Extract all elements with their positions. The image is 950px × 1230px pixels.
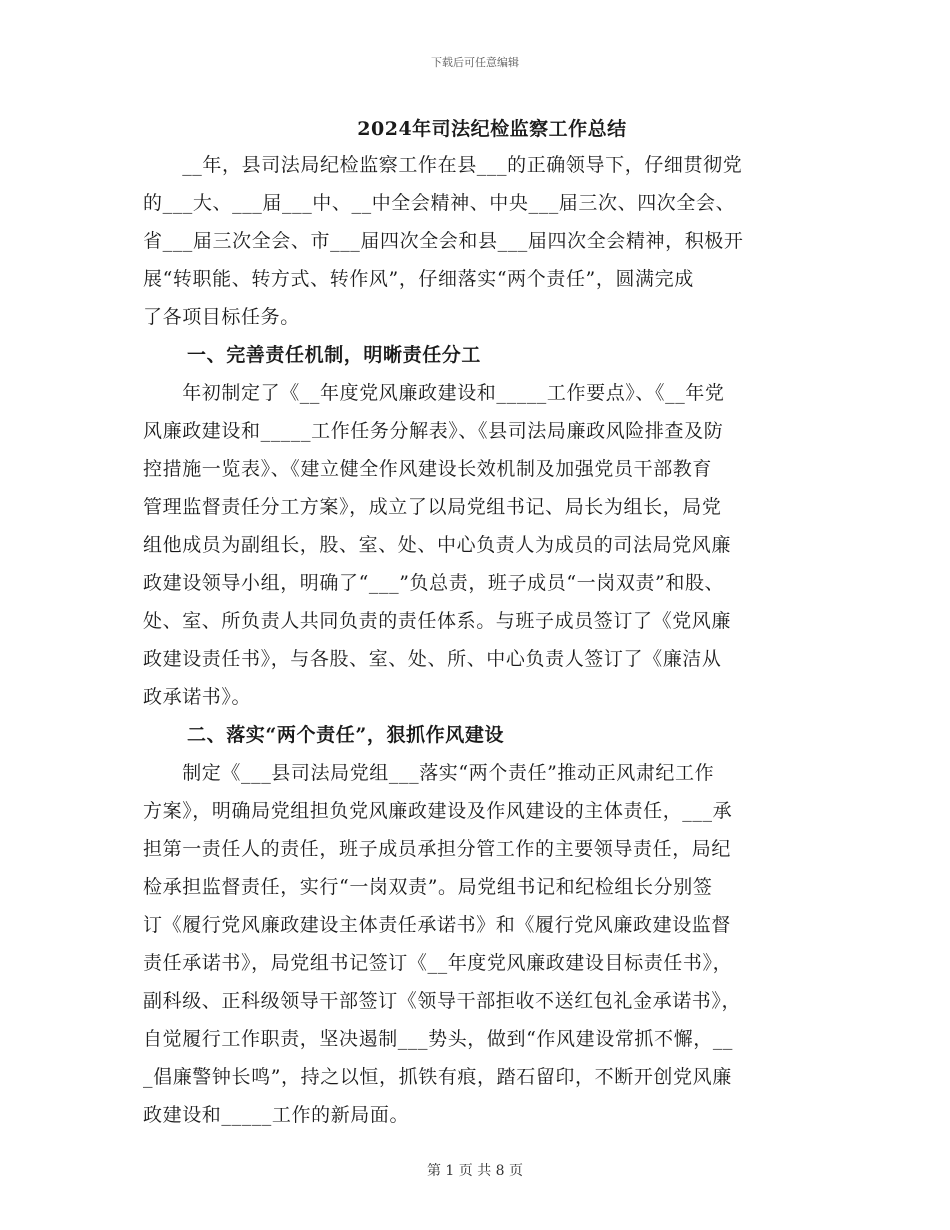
section-1-heading: 一、完善责任机制，明晰责任分工	[187, 344, 482, 366]
text-line: 责任承诺书》，局党组书记签订《__年度党风廉政建设目标责任书》，	[143, 952, 733, 974]
text-line: 管理监督责任分工方案》，成立了以局党组书记、局长为组长，局党	[143, 496, 722, 518]
section-2-heading: 二、落实“两个责任”，狠抓作风建设	[187, 724, 505, 746]
page-header-note: 下载后可任意编辑	[431, 56, 519, 69]
text-line: __年，县司法局纪检监察工作在县___的正确领导下，仔细贯彻党	[143, 154, 743, 176]
page-number: 第 1 页 共 8 页	[426, 1163, 524, 1179]
text-line: 方案》，明确局党组担负党风廉政建设及作风建设的主体责任，___承	[143, 800, 733, 822]
section-1-paragraph	[143, 374, 823, 716]
text-line: 了各项目标任务。	[143, 306, 300, 328]
text-line: 控措施一览表》、《建立健全作风建设长效机制及加强党员干部教育	[143, 458, 713, 480]
text-line: 订《履行党风廉政建设主体责任承诺书》和《履行党风廉政建设监督	[143, 914, 732, 936]
text-line: 政承诺书》。	[143, 686, 252, 708]
text-line: 风廉政建设和_____工作任务分解表》、《县司法局廉政风险排查及防	[143, 420, 724, 442]
text-line: 处、室、所负责人共同负责的责任体系。与班子成员签订了《党风廉	[143, 610, 732, 632]
text-line: 政建设责任书》，与各股、室、处、所、中心负责人签订了《廉洁从	[143, 648, 722, 670]
text-line: 组他成员为副组长，股、室、处、中心负责人为成员的司法局党风廉	[143, 534, 732, 556]
document-body	[143, 146, 823, 1134]
section-2-paragraph	[143, 754, 823, 1134]
text-line: 政建设领导小组，明确了“___”负总责，班子成员“一岗双责”和股、	[143, 572, 725, 594]
text-line: 政建设和_____工作的新局面。	[143, 1104, 410, 1126]
text-line: 担第一责任人的责任，班子成员承担分管工作的主要领导责任，局纪	[143, 838, 732, 860]
intro-paragraph	[143, 146, 823, 336]
text-line: _倡廉警钟长鸣”，持之以恒，抓铁有痕，踏石留印，不断开创党风廉	[143, 1066, 732, 1088]
text-line: 检承担监督责任，实行“一岗双责”。局党组书记和纪检组长分别签	[143, 876, 713, 898]
text-line: 副科级、正科级领导干部签订《领导干部拒收不送红包礼金承诺书》，	[143, 990, 742, 1012]
text-line: 的___大、___届___中、__中全会精神、中央___届三次、四次全会、	[143, 192, 736, 214]
text-line: 制定《___县司法局党组___落实“两个责任”推动正风肃纪工作	[143, 762, 715, 784]
text-line: 展“转职能、转方式、转作风”，仔细落实“两个责任”，圆满完成	[143, 268, 694, 290]
document-title: 2024年司法纪检监察工作总结	[357, 118, 627, 140]
text-line: 年初制定了《__年度党风廉政建设和_____工作要点》、《__年党	[143, 382, 725, 404]
text-line: 自觉履行工作职责，坚决遏制___势头，做到“作风建设常抓不懈，__	[143, 1028, 734, 1050]
text-line: 省___届三次全会、市___届四次全会和县___届四次全会精神，积极开	[143, 230, 744, 252]
